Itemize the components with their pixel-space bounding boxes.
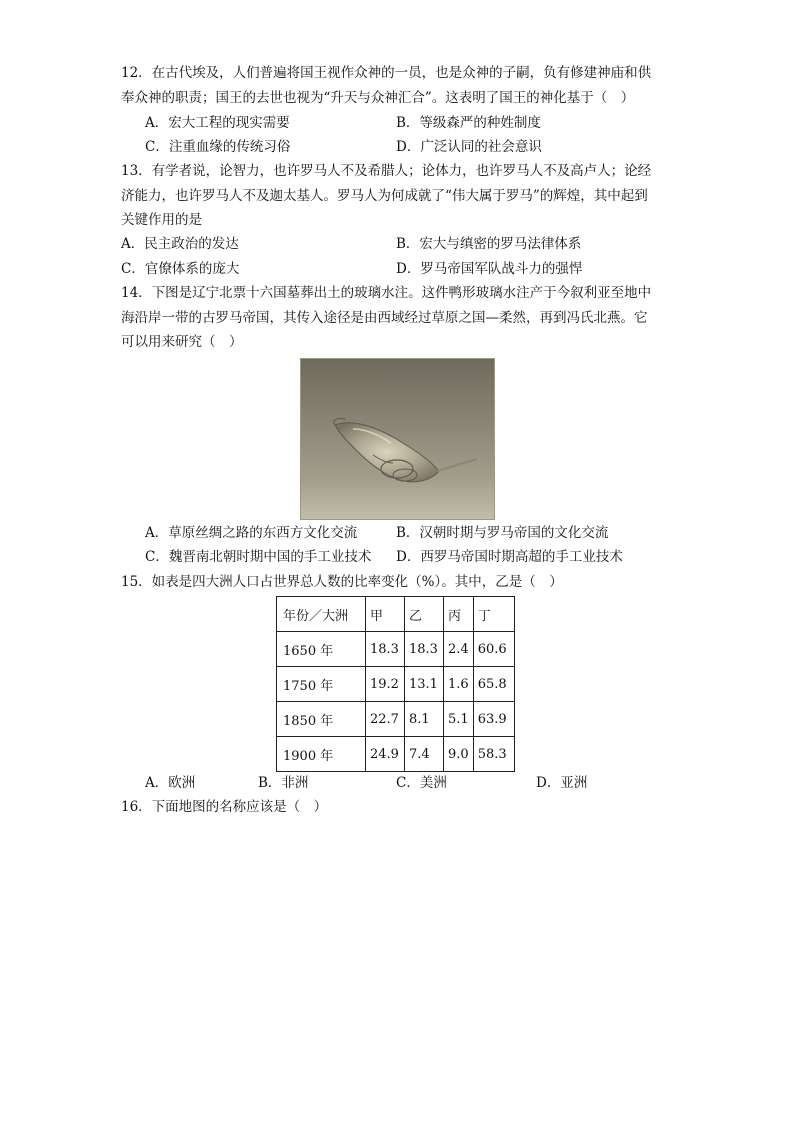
table-cell: 24.9: [366, 737, 405, 772]
q12-option-b[interactable]: B．等级森严的种姓制度: [396, 115, 541, 131]
q16-stem-line-1: 16．下面地图的名称应该是（ ）: [121, 799, 328, 815]
table-cell: 5.1: [444, 702, 474, 737]
table-cell: 18.3: [366, 632, 405, 667]
q15-option-b[interactable]: B．非洲: [258, 775, 309, 791]
table-cell: 2.4: [444, 632, 474, 667]
q13-option-c[interactable]: C．官僚体系的庞大: [121, 261, 240, 277]
q14-option-c[interactable]: C．魏晋南北朝时期中国的手工业技术: [145, 549, 372, 565]
q12-stem-line-2: 奉众神的职责；国王的去世也视为“升天与众神汇合”。这表明了国王的神化基于（ ）: [121, 90, 635, 106]
table-header-cell: 年份／大洲: [277, 597, 366, 632]
q15-option-c[interactable]: C．美洲: [396, 775, 447, 791]
q13-stem-line-2: 济能力，也许罗马人不及迦太基人。罗马人为何成就了“伟大属于罗马”的辉煌，其中起到: [121, 188, 648, 204]
table-cell: 8.1: [405, 702, 444, 737]
q15-stem-line-1: 15．如表是四大洲人口占世界总人数的比率变化（%）。其中，乙是（ ）: [121, 574, 563, 590]
table-cell: 63.9: [473, 702, 514, 737]
table-cell: 22.7: [366, 702, 405, 737]
table-header-cell: 乙: [405, 597, 444, 632]
table-row: [277, 737, 515, 772]
table-header-cell: 丁: [473, 597, 514, 632]
table-cell: 1650 年: [277, 632, 366, 667]
q12-option-a[interactable]: A．宏大工程的现实需要: [145, 115, 290, 131]
table-cell: 1.6: [444, 667, 474, 702]
table-row: [277, 702, 515, 737]
table-cell: 18.3: [405, 632, 444, 667]
table-cell: 1900 年: [277, 737, 366, 772]
q14-stem-line-3: 可以用来研究（ ）: [121, 334, 243, 350]
table-cell: 13.1: [405, 667, 444, 702]
table-cell: 65.8: [473, 667, 514, 702]
q12-option-d[interactable]: D．广泛认同的社会意识: [396, 139, 542, 155]
table-cell: 1850 年: [277, 702, 366, 737]
q14-option-a[interactable]: A．草原丝绸之路的东西方文化交流: [145, 525, 358, 541]
table-cell: 19.2: [366, 667, 405, 702]
table-row: [277, 667, 515, 702]
q14-option-d[interactable]: D．西罗马帝国时期高超的手工业技术: [396, 549, 623, 565]
q13-option-a[interactable]: A．民主政治的发达: [121, 236, 239, 252]
table-cell: 9.0: [444, 737, 474, 772]
q14-option-b[interactable]: B．汉朝时期与罗马帝国的文化交流: [396, 525, 609, 541]
table-header-cell: 甲: [366, 597, 405, 632]
q12-option-c[interactable]: C．注重血缘的传统习俗: [145, 139, 291, 155]
table-cell: 1750 年: [277, 667, 366, 702]
table-cell: 60.6: [473, 632, 514, 667]
table-row: [277, 632, 515, 667]
q14-stem-line-2: 海沿岸一带的古罗马帝国，其传入途径是由西域经过草原之国—柔然，再到冯氏北燕。它: [121, 310, 648, 326]
glass-vessel-photo: [300, 358, 495, 520]
q13-stem-line-3: 关键作用的是: [121, 212, 202, 228]
table-header-row: [277, 597, 515, 632]
q13-option-d[interactable]: D．罗马帝国军队战斗力的强悍: [396, 261, 583, 277]
q12-stem-line-1: 12．在古代埃及，人们普遍将国王视作众神的一员，也是众神的子嗣，负有修建神庙和供: [121, 65, 652, 81]
table-cell: 58.3: [473, 737, 514, 772]
q14-stem-line-1: 14．下图是辽宁北票十六国墓葬出土的玻璃水注。这件鸭形玻璃水注产于今叙利亚至地中: [121, 285, 652, 301]
table-header-cell: 丙: [444, 597, 474, 632]
table-cell: 7.4: [405, 737, 444, 772]
q13-stem-line-1: 13．有学者说，论智力，也许罗马人不及希腊人；论体力，也许罗马人不及高卢人；论经: [121, 163, 652, 179]
glass-duck-vessel-icon: [301, 359, 494, 519]
q15-option-a[interactable]: A．欧洲: [145, 775, 196, 791]
q15-option-d[interactable]: D．亚洲: [536, 775, 588, 791]
q13-option-b[interactable]: B．宏大与缜密的罗马法律体系: [396, 236, 582, 252]
population-ratio-table: [276, 596, 515, 772]
